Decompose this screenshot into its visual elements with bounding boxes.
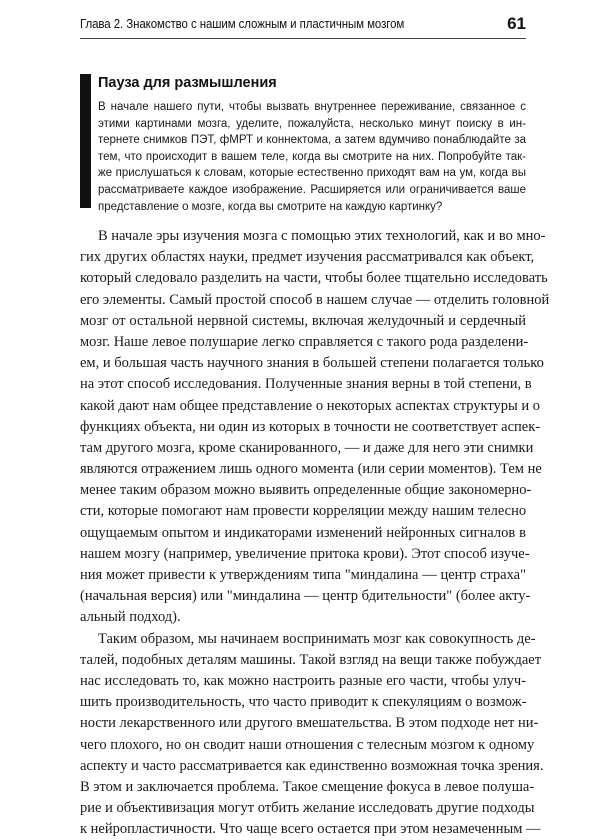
- text-line: нашем мозгу (например, увеличение притока крови). Этот способ изуче-: [80, 545, 530, 562]
- reflection-line: представление о мозге, когда вы смотрите на каждую картинку?: [98, 200, 443, 213]
- text-line: В начале эры изучения мозга с помощью этих технологий, как и во мно-: [98, 228, 546, 244]
- reflection-title: Пауза для размышления: [98, 75, 277, 91]
- text-line: В этом и заключается проблема. Такое смещение фокуса в левое полуша-: [80, 778, 535, 795]
- reflection-line: этими картинами мозга, уделите, пожалуйста, несколько минут поиску в ин-: [98, 117, 526, 130]
- text-line: (начальная версия) или "миндалина — центр бдительности" (более акту-: [80, 588, 531, 605]
- text-line: ощущаемым опытом и индикаторами изменений нейронных сигналов в: [80, 524, 526, 541]
- text-line: его элементы. Самый простой способ в нашем случае — отделить головной: [80, 291, 550, 308]
- text-line: альный подход).: [80, 609, 181, 626]
- text-line: функциях объекта, ни один из которых в точности не соответствует аспек-: [80, 418, 541, 435]
- text-line: Таким образом, мы начинаем воспринимать мозг как совокупность де-: [98, 630, 536, 647]
- reflection-line: же прислушаться к словам, которые естественно приходят вам на ум, когда вы: [98, 167, 526, 180]
- text-line: мозг от остальной нервной системы, включая желудочный и сердечный: [80, 312, 526, 329]
- text-line: ния может привести к утверждениям типа "миндалина — центр страха": [80, 567, 526, 583]
- reflection-line: рассматриваете каждое изображение. Расширяется или ограничивается ваше: [98, 183, 526, 196]
- text-line: гих других областях науки, предмет изучения рассматривался как объект,: [80, 249, 535, 266]
- text-line: сти, которые помогают нам провести корреляции между нашим телесно: [80, 503, 527, 520]
- paragraph-2: [80, 629, 544, 840]
- reflection-box: [80, 74, 526, 213]
- reflection-line: В начале нашего пути, чтобы вызвать внутреннее переживание, связанное с: [98, 101, 526, 113]
- text-line: к нейропластичности. Что чаще всего остается при этом незамеченным —: [80, 821, 541, 838]
- text-line: рие и объективизация могут отбить желание исследовать другие подходы: [80, 800, 535, 817]
- text-line: чего плохого, но он сводит наши отношения с телесным мозгом к одному: [80, 736, 535, 753]
- main-text: [80, 226, 550, 840]
- reflection-text: [98, 99, 526, 215]
- text-line: который следовало разделить на части, чтобы более тщательно исследовать: [80, 270, 548, 287]
- page-number: 61: [507, 14, 526, 33]
- text-line: ности лекарственного или другого вмешательства. В этом подходе нет ни-: [80, 715, 539, 732]
- text-line: ем, и большая часть научного знания в большей степени полагается только: [80, 355, 544, 372]
- text-line: какой дают нам общее представление о некоторых аспектах структуры и о: [80, 397, 541, 414]
- text-line: являются отражением лишь одного момента (или серии моментов). Тем не: [80, 461, 542, 478]
- text-line: там другого мозга, кроме сканированного, — и даже для него эти снимки: [80, 439, 534, 456]
- reflection-line: тем, что происходит в вашем теле, когда вы смотрите на них. Попробуйте так-: [98, 150, 526, 163]
- sidebar-accent-bar: [80, 74, 91, 208]
- text-line: шить производительность, что часто приводит к спекуляциям о возмож-: [80, 694, 527, 711]
- chapter-title: Глава 2. Знакомство с нашим сложным и пластичным мозгом: [80, 17, 405, 31]
- text-line: мозг. Наше левое полушарие легко справляется с такого рода разделени-: [80, 333, 529, 350]
- running-header: [80, 14, 526, 39]
- text-line: аспекту и часто рассматривается как единственно возможная точка зрения.: [80, 757, 544, 774]
- reflection-line: тернете снимков ПЭТ, фМРТ и коннектома, а затем вдумчиво понаблюдайте за: [98, 134, 526, 147]
- text-line: на этот способ исследования. Полученные знания верны в той степени, в: [80, 376, 532, 393]
- paragraph-1: [80, 226, 550, 629]
- text-line: нас исследовать то, как можно настроить разные его части, чтобы улуч-: [80, 672, 526, 689]
- text-line: менее таким образом можно выявить определенные общие закономерно-: [80, 482, 532, 499]
- text-line: талей, подобных деталям машины. Такой взгляд на вещи также побуждает: [80, 651, 542, 668]
